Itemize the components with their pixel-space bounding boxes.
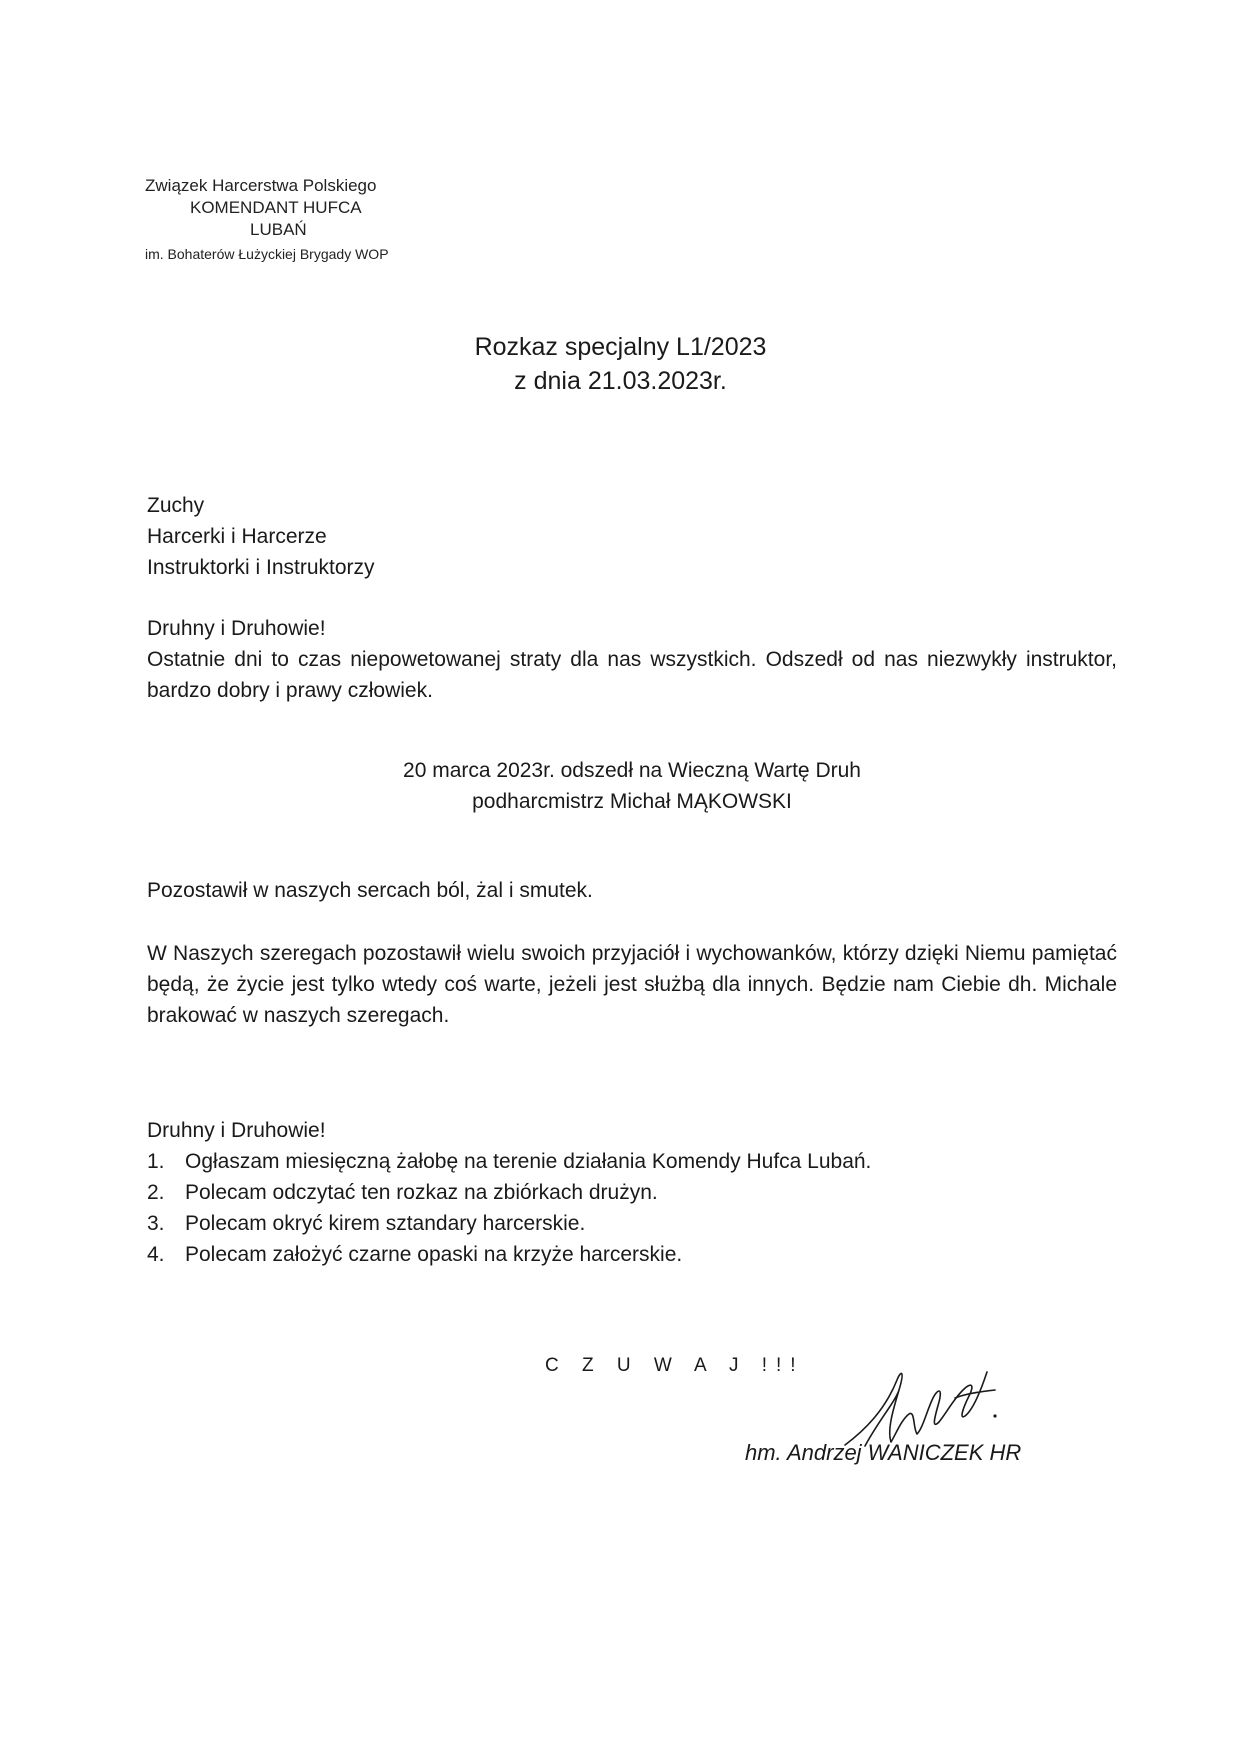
order-text: Ogłaszam miesięczną żałobę na terenie działania Komendy Hufca Lubań. — [185, 1150, 872, 1173]
title-order-number: Rozkaz specjalny L1/2023 — [474, 333, 767, 361]
order-number: 1. — [147, 1150, 165, 1173]
greeting-orders: Druhny i Druhowie! — [147, 1119, 326, 1142]
closing-motto: C Z U W A J !!! — [545, 1355, 805, 1376]
addressee-line: Zuchy — [147, 494, 205, 517]
order-item — [147, 1177, 1117, 1208]
announcement-name: podharcmistrz Michał MĄKOWSKI — [472, 790, 792, 813]
org-name: Związek Harcerstwa Polskiego — [145, 176, 377, 195]
remember-sentence: Pozostawił w naszych sercach ból, żal i smutek. — [147, 879, 593, 902]
order-text: Polecam odczytać ten rozkaz na zbiórkach drużyn. — [185, 1181, 658, 1204]
intro-section — [147, 613, 1117, 706]
document-title — [0, 330, 1241, 398]
order-number: 3. — [147, 1212, 165, 1235]
order-item — [147, 1208, 1117, 1239]
signatory-name: hm. Andrzej WANICZEK HR — [745, 1440, 1022, 1465]
addressee-line: Instruktorki i Instruktorzy — [147, 556, 375, 579]
order-text: Polecam założyć czarne opaski na krzyże harcerskie. — [185, 1243, 683, 1266]
organisation-header — [145, 175, 445, 265]
orders-list — [147, 1146, 1117, 1270]
order-text: Polecam okryć kirem sztandary harcerskie. — [185, 1212, 586, 1235]
greeting: Druhny i Druhowie! — [147, 617, 326, 640]
intro-paragraph: Ostatnie dni to czas niepowetowanej straty dla nas wszystkich. Odszedł od nas niezwykły instruktor, bardzo dobry i prawy człowiek. — [147, 648, 1117, 702]
announcement-line: 20 marca 2023r. odszedł na Wieczną Wartę Druh — [403, 759, 861, 782]
announcement — [147, 755, 1117, 817]
order-number: 2. — [147, 1181, 165, 1204]
order-number: 4. — [147, 1243, 165, 1266]
order-item — [147, 1239, 1117, 1270]
org-commander: KOMENDANT HUFCA — [190, 198, 362, 217]
title-date: z dnia 21.03.2023r. — [514, 367, 727, 395]
tribute-paragraph: W Naszych szeregach pozostawił wielu swoich przyjaciół i wychowanków, którzy dzięki Niemu pamiętać będą, że życie jest tylko wtedy coś warte, jeżeli jest służbą dla innych. Będzie nam Ciebie dh. Michale brakować w naszych szeregach. — [147, 942, 1117, 1027]
addressee-line: Harcerki i Harcerze — [147, 525, 327, 548]
addressees — [147, 490, 1117, 583]
org-patron: im. Bohaterów Łużyckiej Brygady WOP — [145, 246, 389, 262]
org-city: LUBAŃ — [250, 220, 307, 239]
order-item — [147, 1146, 1117, 1177]
